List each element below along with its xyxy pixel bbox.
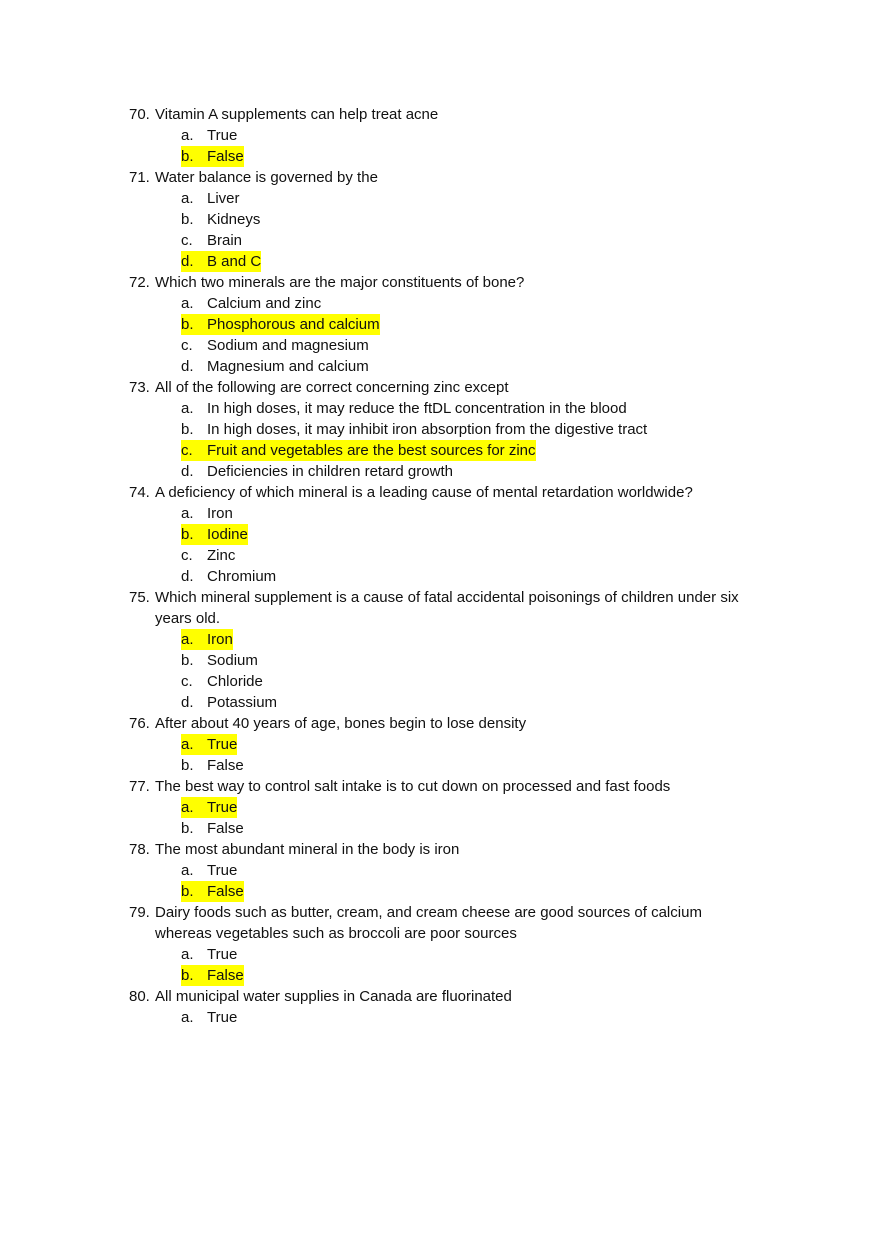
answer-option-highlighted	[181, 524, 248, 545]
option-text: False	[207, 967, 244, 984]
question-text: Water balance is governed by the	[155, 169, 378, 186]
answer-option	[181, 293, 321, 314]
option-text: Phosphorous and calcium	[207, 316, 380, 333]
answer-option-row	[0, 356, 880, 377]
answer-option-highlighted	[181, 965, 244, 986]
option-text: True	[207, 862, 238, 879]
question-line	[0, 104, 880, 125]
option-letter: a.	[181, 631, 194, 648]
question-number: 76.	[129, 715, 150, 732]
option-letter: b.	[181, 211, 194, 228]
question-text: The best way to control salt intake is to cut down on processed and fast foods	[155, 778, 671, 795]
answer-option-row	[0, 671, 880, 692]
answer-option-row	[0, 650, 880, 671]
answer-option-highlighted	[181, 797, 237, 818]
question-text: All of the following are correct concerning zinc except	[155, 379, 509, 396]
option-letter: a.	[181, 295, 194, 312]
answer-option-row	[0, 125, 880, 146]
question-text: All municipal water supplies in Canada are fluorinated	[155, 988, 512, 1005]
question-number: 74.	[129, 484, 150, 501]
question-text: Vitamin A supplements can help treat acne	[155, 106, 439, 123]
answer-option	[181, 356, 369, 377]
answer-option	[181, 503, 233, 524]
question-number: 79.	[129, 904, 150, 921]
answer-option-row	[0, 881, 880, 902]
option-text: Brain	[207, 232, 243, 249]
question-text: A deficiency of which mineral is a leading cause of mental retardation worldwide?	[155, 484, 693, 501]
option-letter: c.	[181, 673, 193, 690]
option-text: Chloride	[207, 673, 263, 690]
option-letter: d.	[181, 568, 194, 585]
question-list	[0, 104, 880, 1028]
question-number: 80.	[129, 988, 150, 1005]
answer-option-row	[0, 209, 880, 230]
option-letter: a.	[181, 799, 194, 816]
option-letter: b.	[181, 652, 194, 669]
question-line	[0, 482, 880, 503]
answer-option	[181, 671, 263, 692]
option-letter: b.	[181, 421, 194, 438]
option-letter: a.	[181, 190, 194, 207]
option-letter: b.	[181, 967, 194, 984]
option-letter: c.	[181, 337, 193, 354]
option-text: True	[207, 946, 238, 963]
option-text: False	[207, 820, 244, 837]
answer-option	[181, 419, 647, 440]
answer-option	[181, 398, 627, 419]
answer-option-row	[0, 797, 880, 818]
question-line	[0, 986, 880, 1007]
option-text: False	[207, 148, 244, 165]
option-letter: d.	[181, 358, 194, 375]
answer-option	[181, 230, 242, 251]
option-text: Iodine	[207, 526, 248, 543]
answer-option-row	[0, 566, 880, 587]
question-number: 78.	[129, 841, 150, 858]
option-text: Liver	[207, 190, 240, 207]
answer-option-row	[0, 545, 880, 566]
question-continuation-line	[0, 923, 880, 944]
option-text: Magnesium and calcium	[207, 358, 369, 375]
question-text: years old.	[155, 610, 221, 627]
answer-option-row	[0, 692, 880, 713]
question-text: whereas vegetables such as broccoli are poor sources	[155, 925, 517, 942]
answer-option	[181, 566, 276, 587]
answer-option-highlighted	[181, 629, 233, 650]
answer-option-row	[0, 230, 880, 251]
option-letter: a.	[181, 1009, 194, 1026]
question-line	[0, 713, 880, 734]
question-line	[0, 167, 880, 188]
option-text: False	[207, 757, 244, 774]
answer-option-row	[0, 293, 880, 314]
option-letter: a.	[181, 400, 194, 417]
question-line	[0, 587, 880, 608]
option-text: B and C	[207, 253, 262, 270]
question-number: 72.	[129, 274, 150, 291]
option-letter: b.	[181, 820, 194, 837]
answer-option-row	[0, 524, 880, 545]
option-letter: d.	[181, 694, 194, 711]
answer-option	[181, 692, 277, 713]
option-text: In high doses, it may reduce the ftDL concentration in the blood	[207, 400, 627, 417]
question-line	[0, 839, 880, 860]
answer-option-row	[0, 251, 880, 272]
option-text: Calcium and zinc	[207, 295, 322, 312]
option-text: Deficiencies in children retard growth	[207, 463, 453, 480]
option-text: Sodium and magnesium	[207, 337, 369, 354]
answer-option-row	[0, 146, 880, 167]
option-letter: a.	[181, 862, 194, 879]
option-letter: c.	[181, 547, 193, 564]
option-letter: b.	[181, 757, 194, 774]
question-text: Dairy foods such as butter, cream, and cream cheese are good sources of calcium	[155, 904, 702, 921]
answer-option-highlighted	[181, 146, 244, 167]
answer-option-row	[0, 461, 880, 482]
answer-option-row	[0, 188, 880, 209]
option-letter: a.	[181, 505, 194, 522]
option-letter: b.	[181, 883, 194, 900]
answer-option-row	[0, 755, 880, 776]
answer-option	[181, 209, 260, 230]
option-text: True	[207, 736, 238, 753]
question-line	[0, 377, 880, 398]
question-text: Which two minerals are the major constituents of bone?	[155, 274, 525, 291]
option-letter: b.	[181, 526, 194, 543]
question-number: 73.	[129, 379, 150, 396]
option-text: Sodium	[207, 652, 258, 669]
answer-option-highlighted	[181, 251, 261, 272]
answer-option-row	[0, 440, 880, 461]
option-text: Fruit and vegetables are the best sources for zinc	[207, 442, 536, 459]
option-text: Iron	[207, 631, 233, 648]
answer-option	[181, 125, 237, 146]
answer-option	[181, 650, 258, 671]
answer-option	[181, 188, 240, 209]
question-number: 71.	[129, 169, 150, 186]
question-line	[0, 272, 880, 293]
question-line	[0, 776, 880, 797]
option-text: False	[207, 883, 244, 900]
question-text: After about 40 years of age, bones begin to lose density	[155, 715, 527, 732]
answer-option	[181, 755, 244, 776]
option-letter: b.	[181, 316, 194, 333]
answer-option	[181, 545, 235, 566]
answer-option-highlighted	[181, 881, 244, 902]
option-letter: a.	[181, 736, 194, 753]
answer-option-row	[0, 314, 880, 335]
option-letter: b.	[181, 148, 194, 165]
option-text: True	[207, 799, 238, 816]
answer-option-highlighted	[181, 440, 536, 461]
answer-option-row	[0, 1007, 880, 1028]
question-number: 70.	[129, 106, 150, 123]
option-text: True	[207, 127, 238, 144]
answer-option-row	[0, 944, 880, 965]
option-text: In high doses, it may inhibit iron absorption from the digestive tract	[207, 421, 648, 438]
question-number: 75.	[129, 589, 150, 606]
answer-option	[181, 461, 453, 482]
question-continuation-line	[0, 608, 880, 629]
answer-option-highlighted	[181, 314, 380, 335]
option-letter: a.	[181, 127, 194, 144]
answer-option	[181, 860, 237, 881]
answer-option-row	[0, 398, 880, 419]
option-letter: d.	[181, 463, 194, 480]
option-text: Iron	[207, 505, 233, 522]
answer-option-row	[0, 503, 880, 524]
option-text: Kidneys	[207, 211, 261, 228]
answer-option	[181, 944, 237, 965]
answer-option-row	[0, 419, 880, 440]
answer-option	[181, 335, 369, 356]
option-letter: c.	[181, 232, 193, 249]
option-letter: d.	[181, 253, 194, 270]
answer-option	[181, 818, 244, 839]
answer-option-row	[0, 629, 880, 650]
option-text: True	[207, 1009, 238, 1026]
answer-option-row	[0, 965, 880, 986]
answer-option-row	[0, 860, 880, 881]
option-text: Potassium	[207, 694, 278, 711]
option-letter: a.	[181, 946, 194, 963]
answer-option-row	[0, 335, 880, 356]
option-text: Zinc	[207, 547, 236, 564]
question-number: 77.	[129, 778, 150, 795]
question-text: Which mineral supplement is a cause of fatal accidental poisonings of children under six	[155, 589, 739, 606]
question-text: The most abundant mineral in the body is iron	[155, 841, 460, 858]
question-line	[0, 902, 880, 923]
option-text: Chromium	[207, 568, 277, 585]
answer-option-row	[0, 734, 880, 755]
answer-option-row	[0, 818, 880, 839]
answer-option	[181, 1007, 237, 1028]
option-letter: c.	[181, 442, 193, 459]
answer-option-highlighted	[181, 734, 237, 755]
